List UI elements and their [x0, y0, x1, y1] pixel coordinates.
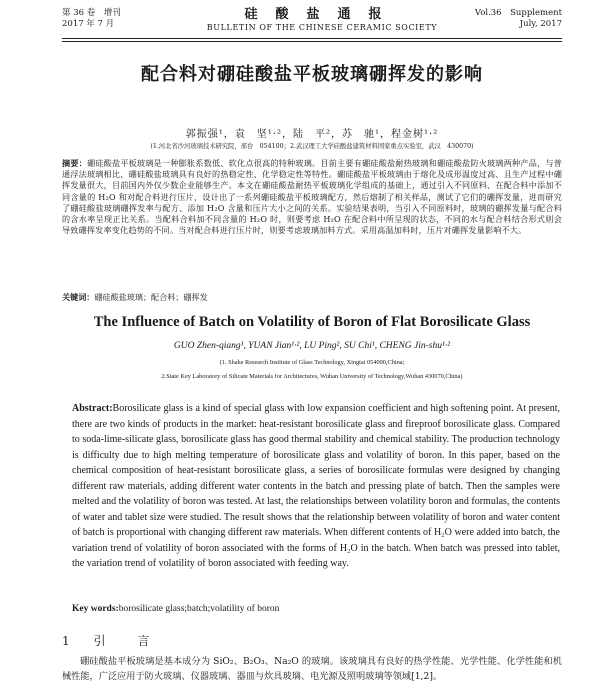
- abstract-en-label: Abstract:: [72, 403, 113, 414]
- abstract-cn-body: 硼硅酸盐平板玻璃是一种膨胀系数低、软化点很高的特种玻璃。目前主要有硼硅酸盐耐热玻璃和硼硅酸盐防火玻璃两种产品，与普通浮法玻璃相比，硼硅酸盐玻璃具有良好的热稳定性、化学稳定性等特性。硼硅酸盐平板玻璃由于熔化及成形温度过高、且生产过程中硼挥发量很大，目前国内外仅少数企业能够生产。本文在硼硅酸盐耐热平板玻璃化学组成的基础上，通过引入不同原料、在配合料中添加不同含量的 H₂O 和对配合料进行压片，设计出了一系列硼硅酸盐平板玻璃配方，然后熔制了相关样品，测试了它们的硼挥发量，进而研究了硼硅酸盐玻璃硼挥发率与配方、添加 H₂O 含量和压片大小之间的关系。实验结果表明，当引入不同原料时，玻璃的硼挥发量与配合料的含水率呈现正比关系。当配料合料加不同含量的 H₂O 时，则要考虑 H₂O 在配合料中所呈现的状态，不同的水与配合料结合形式则会导致硼挥发率变化趋势的不同。当对配合料进行压片时，则要考虑玻璃加料方式。采用高温加料时，压片对硼挥发量影响不大。: [62, 158, 563, 236]
- keywords-cn-body: 硼硅酸盐玻璃；配合料；硼挥发: [94, 292, 208, 302]
- keywords-en: [72, 604, 560, 614]
- affiliation-en-1: (1. Shahe Research Institute of Glass Technology, Xingtai 054000,China;: [219, 359, 405, 366]
- authors-cn: 郭振强¹，袁 坚¹·²，陆 平²，苏 驰¹，程金树¹·²: [185, 129, 439, 140]
- header-rule-thin: [62, 41, 562, 42]
- title-en: The Influence of Batch on Volatility of Boron of Flat Borosilicate Glass: [93, 314, 531, 330]
- volume-en: Vol.36 Supplement: [474, 8, 562, 18]
- journal-name-en: BULLETIN OF THE CHINESE CERAMIC SOCIETY: [206, 23, 438, 32]
- affiliation-en-2: 2.State Key Laboratory of Silicate Materials for Architectures, Wuhan University of Technology,Wuhan 430070,China): [161, 373, 463, 380]
- title-cn: 配合料对硼硅酸盐平板玻璃硼挥发的影响: [141, 64, 483, 85]
- keywords-cn: [62, 292, 562, 303]
- date-en: July, 2017: [519, 19, 562, 29]
- keywords-en-label: Key words:: [72, 604, 119, 614]
- abstract-en-body: Borosilicate glass is a kind of special glass with low expansion coefficient and high softening point. At present, there are two kinds of products in the market: heat-resistant borosilicate glass and fireproof borosilicate glass. Compared to soda-lime-silicate glass, borosilicate glass has good thermal stability and chemical stability. The production technology is difficulty due to high melting temperature of borosilicate glass and volatility of boron. In this paper, based on the chemical composition of heat-resistant borosilicate glass, a series of borosilicate formulas were designed by changing different raw materials, adding different water contents in the batch and pressing plate of batch. Then the samples were melted and the volatility of boron was tested. At last, the relationships between volatility boron and formulas, the contents of water and tablet size were studied. The result shows that the relationship between volatility of boron and water content of batch is proportional with changing different raw materials. When different contents of H₂O were added into batch, the variation trend of volatility of boron associated with the forms of H₂O in the batch. When batch was pressed into tablet, the variation trend of volatility of boron associated with feeding way.: [72, 403, 560, 569]
- header-left: [62, 8, 121, 30]
- keywords-en-body: borosilicate glass;batch;volatility of boron: [118, 604, 280, 614]
- volume-cn: 第 36 卷 增刊: [62, 8, 121, 18]
- keywords-cn-label: 关键词：: [62, 292, 95, 302]
- journal-name-cn: 硅酸盐通报: [244, 7, 400, 22]
- affiliation-cn: (1.河北省沙河玻璃技术研究院，邢台 054100；2.武汉理工大学硅酸盐建筑材料国家重点实验室，武汉 430070): [150, 143, 474, 150]
- authors-en: GUO Zhen-qiang¹, YUAN Jian¹·², LU Ping², SU Chi¹, CHENG Jin-shu¹·²: [173, 341, 451, 351]
- header-rule-thick: [62, 38, 562, 39]
- journal-header: [62, 8, 562, 38]
- section-title: 引 言: [93, 634, 160, 648]
- abstract-en: [72, 401, 560, 572]
- section-heading: [62, 632, 159, 649]
- header-right: [475, 8, 562, 30]
- intro-paragraph: 硼硅酸盐平板玻璃是基本成分为 SiO₂、B₂O₃、Na₂O 的玻璃。该玻璃具有良好的热学性能、光学性能、化学性能和机械性能，广泛应用于防火玻璃、仪器玻璃、器皿与炊具玻璃、电光源及照明玻璃等领域[1,2]。: [62, 656, 562, 682]
- date-cn: 2017 年 7 月: [62, 19, 115, 29]
- header-center: [192, 8, 452, 33]
- section-number: 1: [62, 634, 80, 648]
- abstract-cn: [62, 158, 562, 236]
- abstract-cn-label: 摘要：: [62, 158, 88, 168]
